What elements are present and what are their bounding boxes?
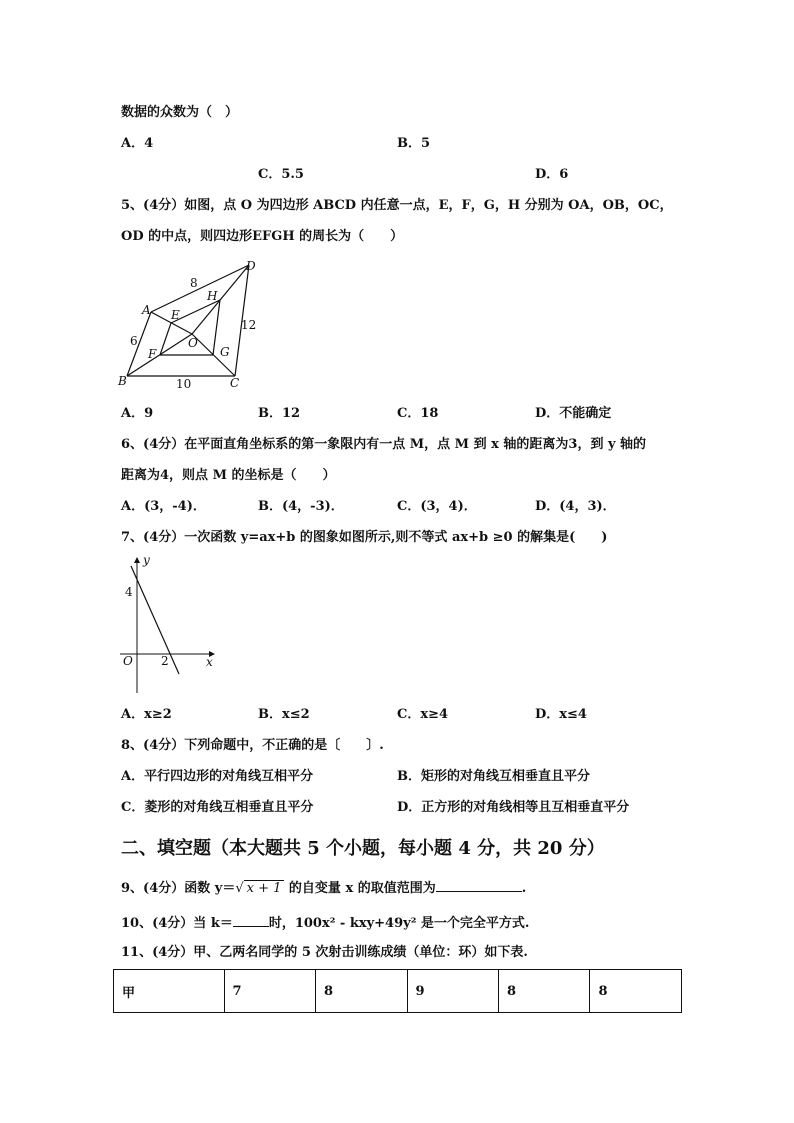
- q9-answer-blank[interactable]: [436, 879, 522, 892]
- q9-radicand: x + 1: [244, 880, 285, 897]
- q7-option-c: C．x≥4: [397, 707, 449, 722]
- label-g: G: [220, 345, 230, 359]
- label-o: O: [188, 336, 198, 350]
- x-axis-label: x: [206, 655, 213, 669]
- q10-stem: [121, 914, 529, 932]
- q7-stem: 7、(4分）一次函数 y=ax+b 的图象如图所示,则不等式 ax+b ≥0 的解集是( ): [121, 530, 608, 545]
- q5-stem-line2: OD 的中点，则四边形EFGH 的周长为（ ）: [121, 229, 404, 244]
- sqrt-sign: √: [235, 881, 244, 896]
- table-cell: 8: [590, 970, 682, 1013]
- q6-option-d: D．(4，3)．: [535, 499, 616, 514]
- q4-option-b: B．5: [397, 136, 431, 151]
- label-f: F: [148, 347, 157, 361]
- table-cell: 9: [407, 970, 498, 1013]
- x-intercept-label: 2: [161, 654, 169, 668]
- table-row: [114, 970, 682, 1013]
- q6-stem-line1: 6、(4分）在平面直角坐标系的第一象限内有一点 M，点 M 到 x 轴的距离为3，到 y 轴的: [121, 437, 647, 452]
- section-heading: 二、填空题（本大题共 5 个小题，每小题 4 分，共 20 分）: [121, 838, 605, 859]
- table-cell: 甲: [114, 970, 225, 1013]
- origin-label: O: [123, 654, 133, 668]
- q10-suffix: 时，100x² - kxy+49y² 是一个完全平方式.: [268, 916, 530, 931]
- quadrilateral-figure: [110, 252, 270, 392]
- q8-option-c: C．菱形的对角线互相垂直且平分: [121, 800, 314, 815]
- q9-stem: [121, 879, 526, 897]
- length-cd: 12: [241, 318, 257, 332]
- edge-ef: [160, 323, 171, 355]
- label-c: C: [230, 376, 240, 390]
- q11-stem: 11、(4分）甲、乙两名同学的 5 次射击训练成绩（单位：环）如下表.: [121, 945, 528, 960]
- length-ad: 8: [190, 276, 198, 290]
- q10-prefix: 10、(4分）当 k＝: [121, 916, 233, 931]
- q4-option-a: A．4: [121, 136, 154, 151]
- q5-option-d: D．不能确定: [535, 406, 612, 421]
- q8-option-a: A．平行四边形的对角线互相平分: [121, 769, 314, 784]
- q6-option-c: C．(3，4)．: [397, 499, 477, 514]
- q4-stem-tail: 数据的众数为（ ）: [121, 105, 239, 120]
- q4-option-c: C．5.5: [258, 167, 304, 182]
- function-line: [131, 566, 179, 674]
- q8-option-b: B．矩形的对角线互相垂直且平分: [397, 769, 590, 784]
- y-intercept-label: 4: [125, 585, 133, 599]
- table-cell: 7: [224, 970, 315, 1013]
- q6-stem-line2: 距离为4，则点 M 的坐标是（ ）: [121, 468, 336, 483]
- edge-gh: [213, 300, 220, 355]
- q7-option-d: D．x≤4: [535, 707, 587, 722]
- q8-stem: 8、(4分）下列命题中，不正确的是〔 〕.: [121, 738, 384, 753]
- linear-function-graph: [110, 548, 225, 698]
- q9-suffix: 的自变量 x 的取值范围为: [288, 881, 436, 896]
- q7-option-a: A．x≥2: [121, 707, 172, 722]
- q9-prefix: 9、(4分）函数 y＝: [121, 881, 236, 896]
- label-e: E: [171, 308, 180, 322]
- q4-option-d: D．6: [535, 167, 569, 182]
- q6-option-a: A．(3，-4)．: [121, 499, 206, 514]
- edge-ad: [151, 265, 249, 312]
- length-ab: 6: [130, 334, 138, 348]
- q5-stem-line1: 5、(4分）如图，点 O 为四边形 ABCD 内任意一点，E，F，G，H 分别为 OA，OB，OC，: [121, 198, 673, 213]
- q7-option-b: B．x≤2: [258, 707, 310, 722]
- length-bc: 10: [176, 377, 192, 391]
- q9-end: .: [521, 881, 527, 896]
- q10-answer-blank[interactable]: [233, 914, 269, 927]
- q5-option-b: B．12: [258, 406, 301, 421]
- label-h: H: [207, 289, 218, 303]
- q5-option-a: A．9: [121, 406, 154, 421]
- y-axis-label: y: [143, 553, 150, 567]
- q8-option-d: D．正方形的对角线相等且互相垂直平分: [397, 800, 630, 815]
- score-table: [113, 969, 682, 1013]
- label-a: A: [142, 303, 151, 317]
- table-cell: 8: [499, 970, 590, 1013]
- table-cell: 8: [316, 970, 407, 1013]
- label-b: B: [118, 374, 127, 388]
- q6-option-b: B．(4，-3)．: [258, 499, 344, 514]
- label-d: D: [246, 259, 256, 273]
- q5-option-c: C．18: [397, 406, 439, 421]
